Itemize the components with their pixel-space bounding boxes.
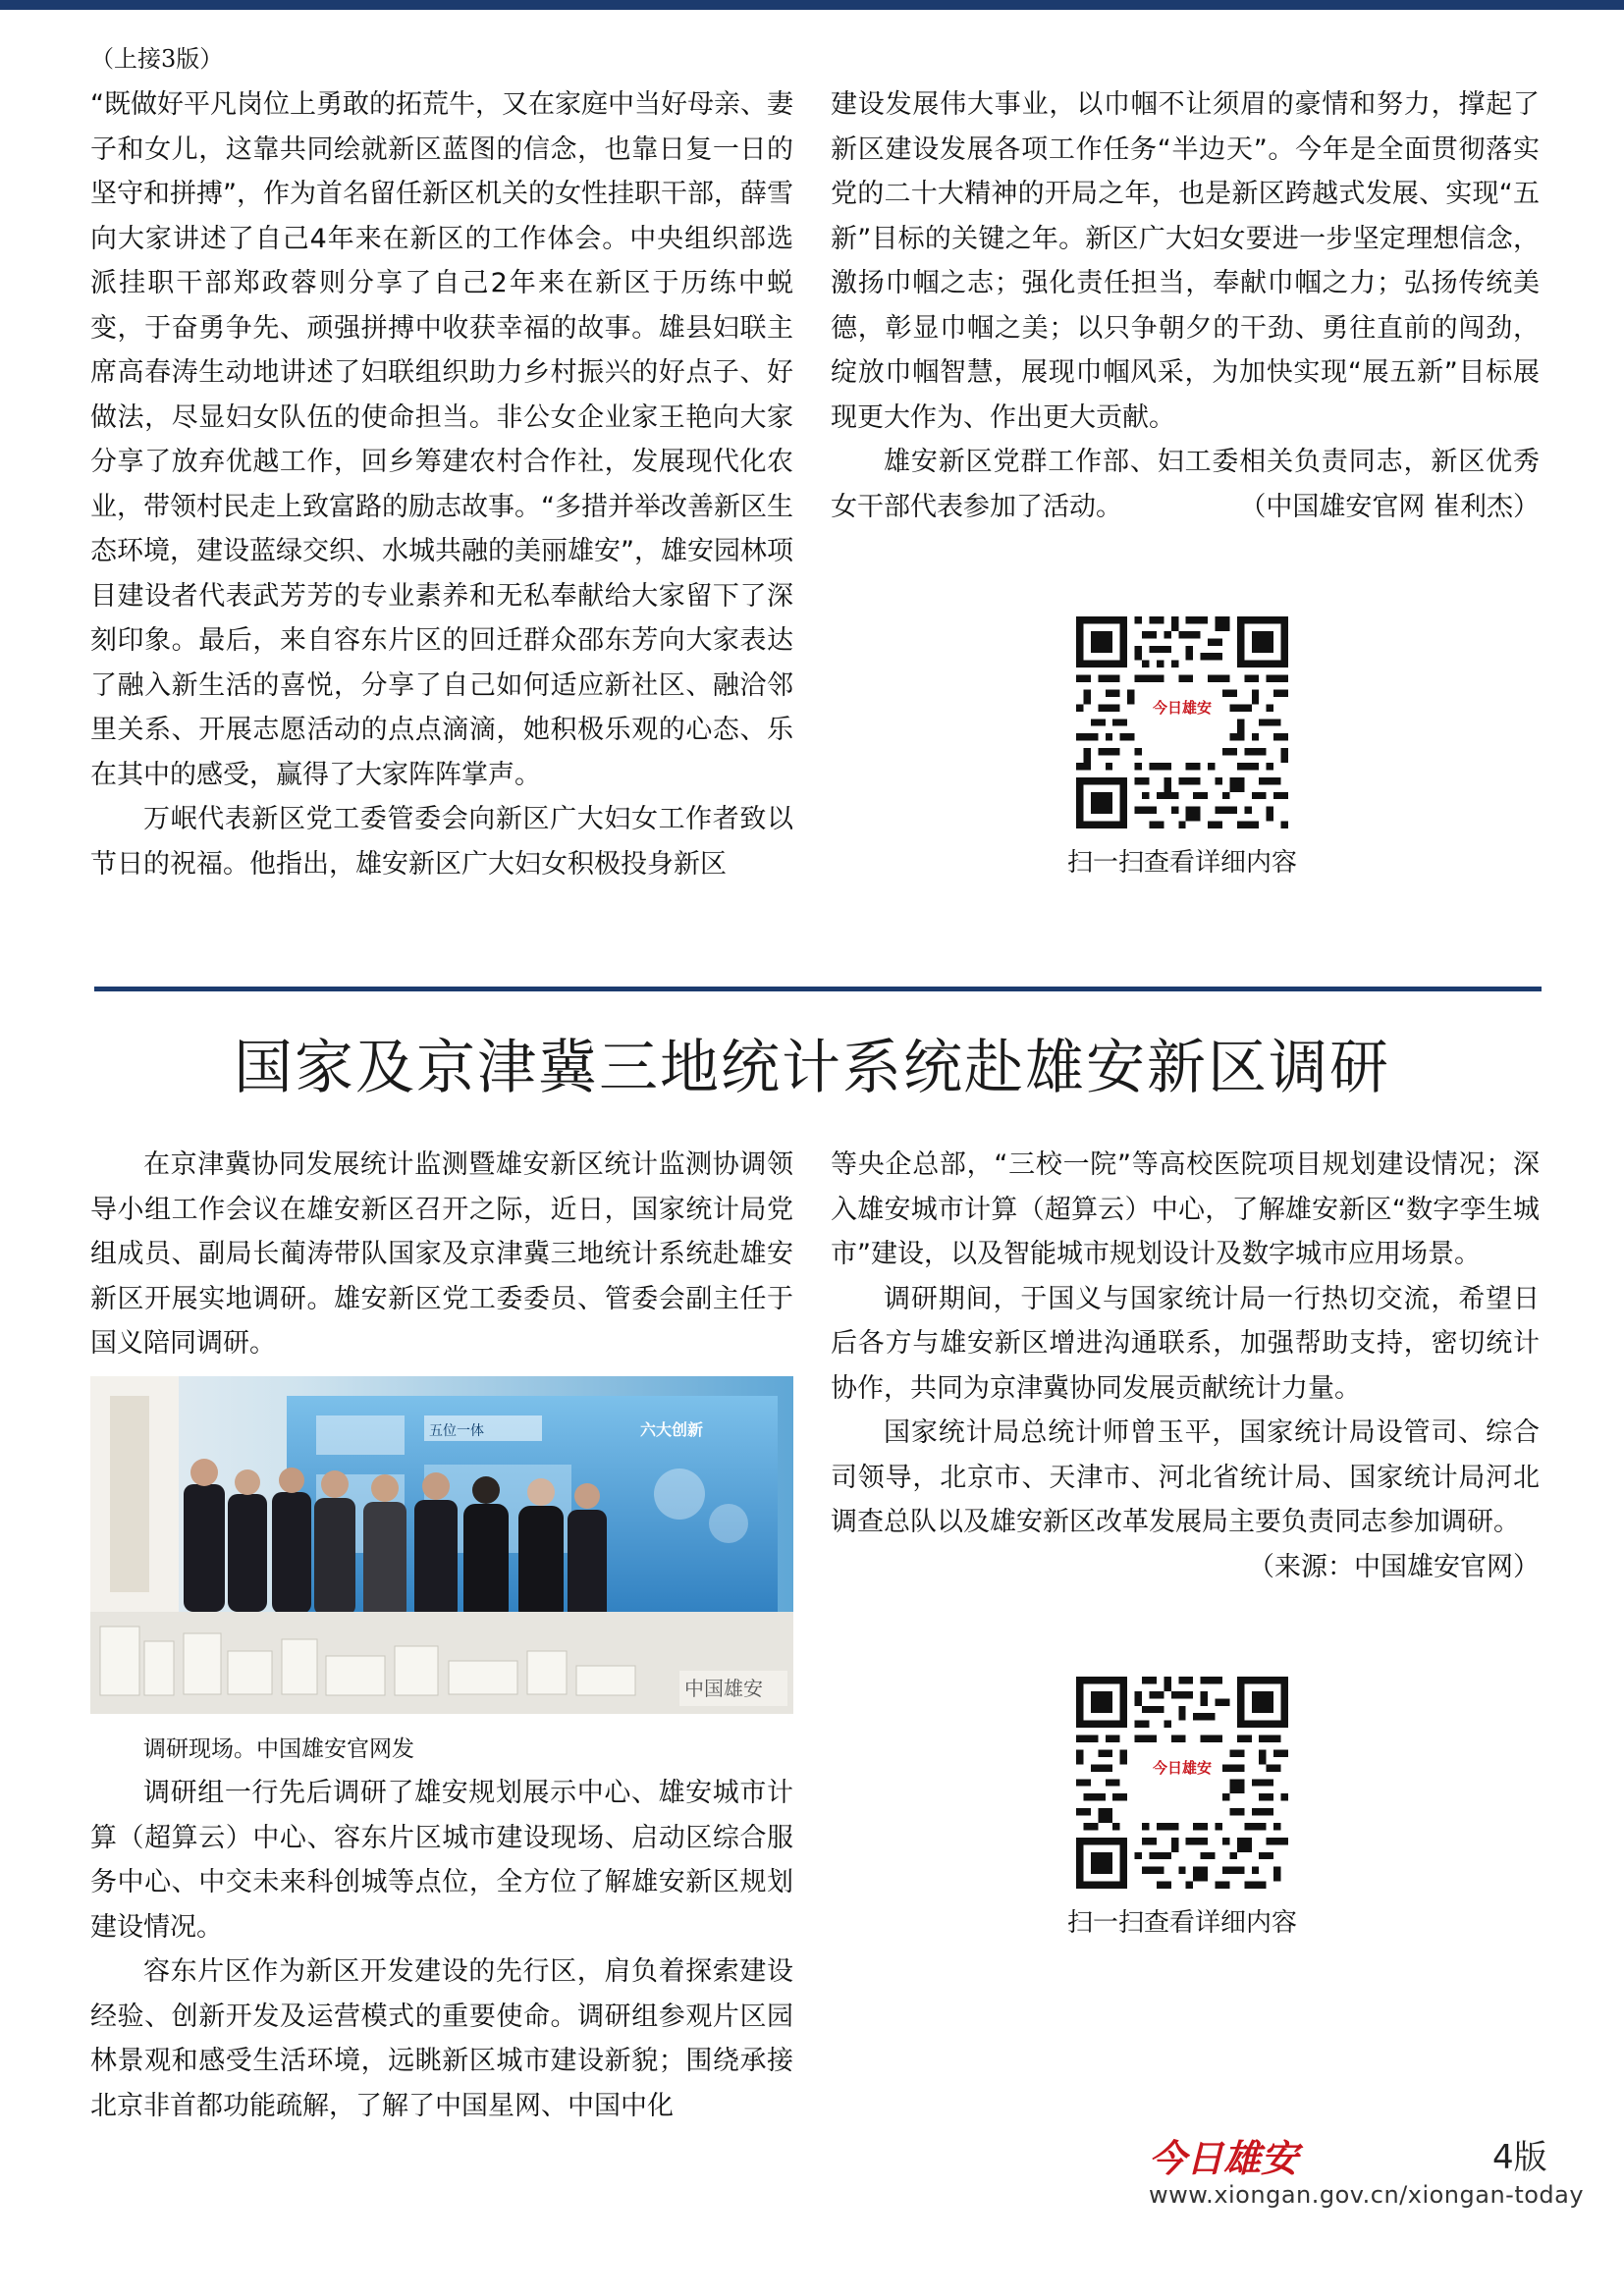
- footer-url[interactable]: www.xiongan.gov.cn/xiongan-today: [1149, 2181, 1585, 2209]
- article2-closing-paragraph: [831, 1411, 1540, 1582]
- page-number: 4版: [1492, 2138, 1547, 2177]
- photo-banner-text: 五位一体: [429, 1423, 484, 1439]
- article1-paragraph: 万岷代表新区党工委管委会向新区广大妇女工作者致以节日的祝福。他指出，雄安新区广大妇女积极投身新区: [90, 804, 793, 880]
- article2-closing: 国家统计局总统计师曾玉平，国家统计局设管司、综合司领导，北京市、天津市、河北省统计局、国家统计局河北调查总队以及雄安新区改革发展局主要负责同志参加调研。: [831, 1417, 1540, 1537]
- article2-paragraph: 调研期间，于国义与国家统计局一行热切交流，希望日后各方与雄安新区增进沟通联系，加强帮助支持，密切统计协作，共同为京津冀协同发展贡献统计力量。: [831, 1283, 1540, 1404]
- qr-caption: 扫一扫查看详细内容: [1066, 1908, 1297, 1938]
- article1-left-column: [90, 82, 793, 886]
- qr-logo-text: 今日雄安: [1152, 699, 1212, 717]
- article1-closing-paragraph: [831, 440, 1540, 529]
- article1-byline: （中国雄安官网 崔利杰）: [1239, 491, 1540, 522]
- qr-code[interactable]: [1076, 1677, 1288, 1889]
- article2-intro: [90, 1143, 793, 1366]
- survey-photo-illustration: [90, 1376, 793, 1714]
- article2-source: （来源：中国雄安官网）: [1248, 1551, 1540, 1582]
- section-divider: [94, 987, 1542, 991]
- article1-paragraph: “既做好平凡岗位上勇敢的拓荒牛，又在家庭中当好母亲、妻子和女儿，这靠共同绘就新区蓝图的信念，也靠日复一日的坚守和拼搏”，作为首名留任新区机关的女性挂职干部，薛雪向大家讲述了自己4年来在新区的工作体会。中央组织部选派挂职干部郑政蓉则分享了自己2年来在新区于历练中蜕变，于奋勇争先、顽强拼搏中收获幸福的故事。雄县妇联主席高春涛生动地讲述了妇联组织助力乡村振兴的好点子、好做法，尽显妇女队伍的使命担当。非公女企业家王艳向大家分享了放弃优越工作，回乡筹建农村合作社，发展现代化农业，带领村民走上致富路的励志故事。“多措并举改善新区生态环境，建设蓝绿交织、水城共融的美丽雄安”，雄安园林项目建设者代表武芳芳的专业素养和无私奉献给大家留下了深刻印象。最后，来自容东片区的回迁群众邵东芳向大家表达了融入新生活的喜悦，分享了自己如何适应新社区、融洽邻里关系、开展志愿活动的点点滴滴，她积极乐观的心态、乐在其中的感受，赢得了大家阵阵掌声。: [90, 89, 793, 790]
- article2-paragraph: 调研组一行先后调研了雄安规划展示中心、雄安城市计算（超算云）中心、容东片区城市建设现场、启动区综合服务中心、中交未来科创城等点位，全方位了解雄安新区规划建设情况。: [90, 1778, 793, 1943]
- continued-from-label: （上接3版）: [90, 45, 224, 73]
- survey-photo: [90, 1376, 793, 1714]
- article2-headline: 国家及京津冀三地统计系统赴雄安新区调研: [234, 1034, 1390, 1102]
- qr-code-block-2: [1066, 1677, 1297, 1939]
- photo-banner-text: 六大创新: [640, 1420, 704, 1439]
- article2-paragraph: 等央企总部，“三校一院”等高校医院项目规划建设情况；深入雄安城市计算（超算云）中心，了解雄安新区“数字孪生城市”建设，以及智能城市规划设计及数字城市应用场景。: [831, 1149, 1540, 1269]
- article2-paragraph: 容东片区作为新区开发建设的先行区，肩负着探索建设经验、创新开发及运营模式的重要使命。调研组参观片区园林景观和感受生活环境，远眺新区城市建设新貌；围绕承接北京非首都功能疏解，了解了中国星网、中国中化: [90, 1956, 793, 2121]
- qr-caption: 扫一扫查看详细内容: [1066, 848, 1297, 878]
- photo-caption: 调研现场。中国雄安官网发: [143, 1736, 414, 1762]
- photo-watermark: 中国雄安: [684, 1677, 763, 1700]
- article2-right-column: [831, 1143, 1540, 1589]
- article2-left-column: [90, 1771, 793, 2128]
- top-color-bar: [0, 0, 1624, 10]
- article1-paragraph: 建设发展伟大事业，以巾帼不让须眉的豪情和努力，撑起了新区建设发展各项工作任务“半边天”。今年是全面贯彻落实党的二十大精神的开局之年，也是新区跨越式发展、实现“五新”目标的关键之年。新区广大妇女要进一步坚定理想信念，激扬巾帼之志；强化责任担当，奉献巾帼之力；弘扬传统美德，彰显巾帼之美；以只争朝夕的干劲、勇往直前的闯劲，绽放巾帼智慧，展现巾帼风采，为加快实现“展五新”目标展现更大作为、作出更大贡献。: [831, 89, 1540, 433]
- footer-logo: 今日雄安: [1149, 2136, 1299, 2180]
- article1-closing: 雄安新区党群工作部、妇工委相关负责同志，新区优秀女干部代表参加了活动。: [831, 447, 1540, 522]
- article1-right-column: [831, 82, 1540, 529]
- qr-code[interactable]: [1076, 616, 1288, 828]
- article2-paragraph: 在京津冀协同发展统计监测暨雄安新区统计监测协调领导小组工作会议在雄安新区召开之际，近日，国家统计局党组成员、副局长蔺涛带队国家及京津冀三地统计系统赴雄安新区开展实地调研。雄安新区党工委委员、管委会副主任于国义陪同调研。: [90, 1149, 793, 1359]
- qr-code-block-1: [1066, 616, 1297, 879]
- qr-logo-text: 今日雄安: [1152, 1759, 1212, 1777]
